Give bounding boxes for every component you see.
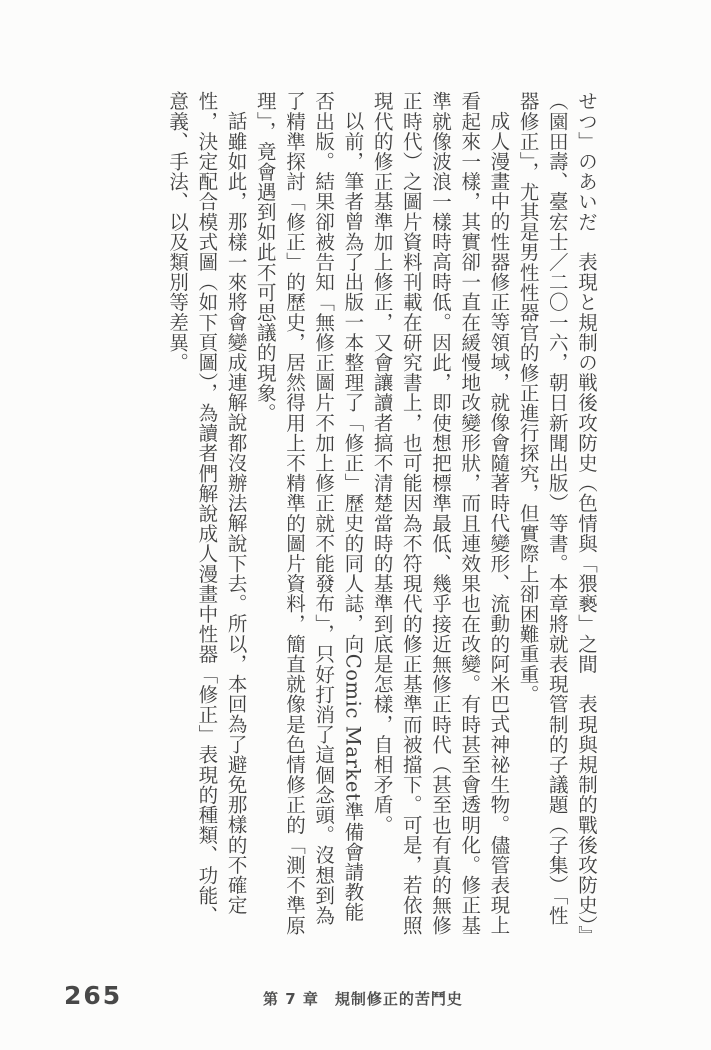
paragraph-1: せつ」のあいだ 表現と規制の戦後攻防史（色情與「猥褻」之間 表現與規制的戰後攻防史）』（園田壽、臺宏士／二〇一六，朝日新聞出版）等書。本章將就表現管制的子議題（子集）「性器修正」，尤其是男性性器官的修正進行探究，但實際上卻困難重重。	[516, 91, 598, 936]
page-footer	[0, 975, 711, 1020]
paragraph-4: 話雖如此，那樣一來將會變成連解說都沒辦法解說下去。所以，本回為了避免那樣的不確定性，決定配合模式圖（如下頁圖），為讀者們解說成人漫畫中性器「修正」表現的種類、功能、意義、手法、以及類別等差異。	[166, 91, 248, 926]
chapter-running-title: 第 7 章 規制修正的苦鬥史	[263, 990, 463, 1008]
body-text-block	[163, 91, 601, 936]
paragraph-3: 以前，筆者曾為了出版一本整理了「修正」歷史的同人誌，向Comic Market準備會請教能否出版。結果卻被告知「無修正圖片不加上修正就不能發布」，只好打消了這個念頭。沒想到為了精準探討「修正」的歷史，居然得用上不精準的圖片資料，簡直就像是色情修正的「測不準原理」，竟會遇到如此不可思議的現象。	[253, 91, 365, 936]
paragraph-2: 成人漫畫中的性器修正等領域，就像會隨著時代變形、流動的阿米巴式神祕生物。儘管表現上看起來一樣，其實卻一直在緩慢地改變形狀，而且連效果也在改變。有時甚至會透明化。修正基準就像波浪一樣時高時低。因此，即使想把標準最低、幾乎接近無修正時代（甚至也有真的無修正時代）之圖片資料刊載在研究書上，也可能因為不符現代的修正基準而被擋下。可是，若依照現代的修正基準加上修正，又會讓讀者搞不清楚當時的基準到底是怎樣，自相矛盾。	[370, 91, 511, 936]
page-number: 265	[64, 981, 123, 1010]
